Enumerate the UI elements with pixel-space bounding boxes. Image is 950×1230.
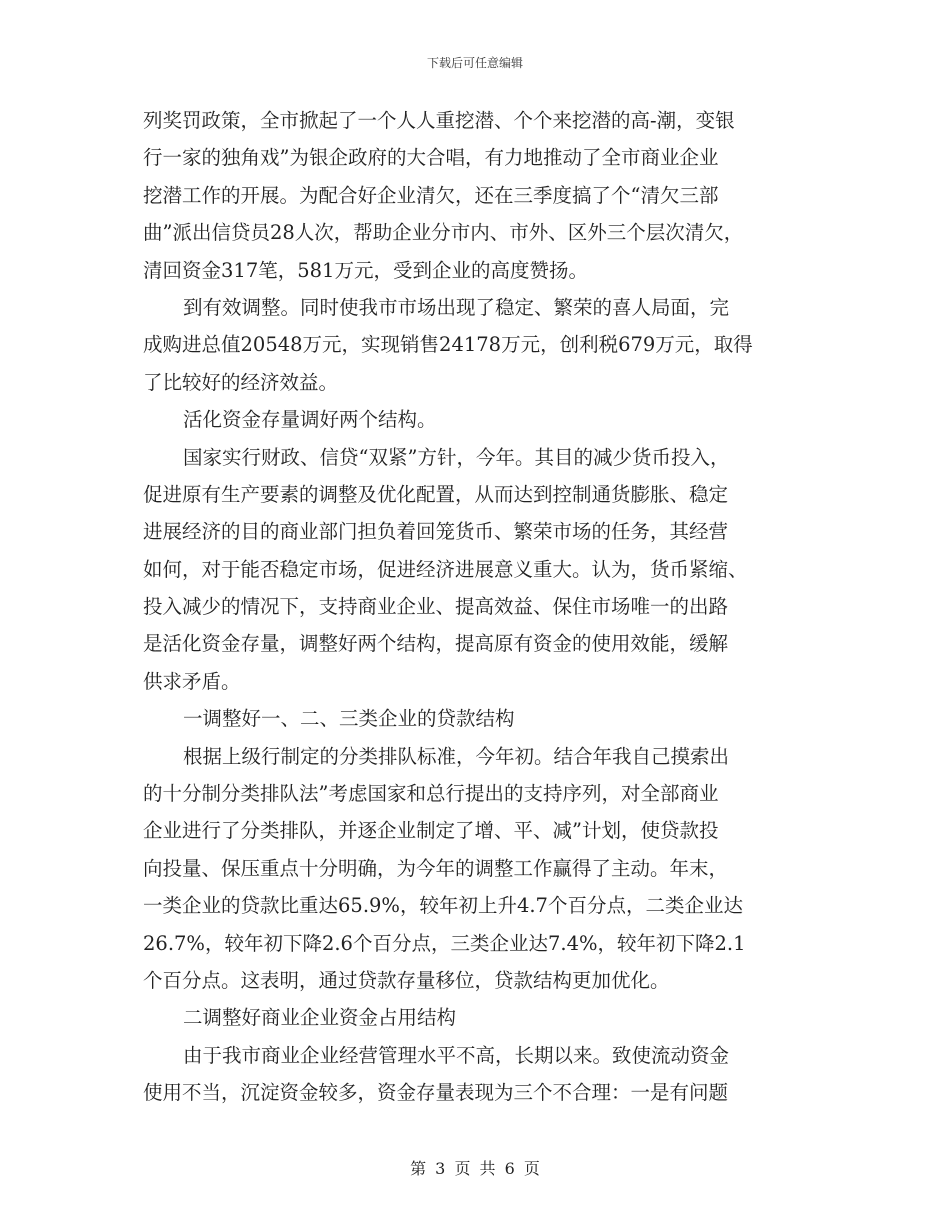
- document-body: [143, 102, 808, 1112]
- text-line: 投入减少的情况下，支持商业企业、提高效益、保住市场唯一的出路: [143, 595, 729, 619]
- text-line: 挖潜工作的开展。为配合好企业清欠，还在三季度搞了个“清欠三部: [143, 183, 719, 207]
- text-line: 如何，对于能否稳定市场，促进经济进展意义重大。认为，货币紧缩、: [143, 557, 748, 581]
- text-line: 企业进行了分类排队，并逐企业制定了增、平、减”计划，使贷款投: [143, 819, 719, 843]
- text-line: 清回资金317笔，581万元，受到企业的高度赞扬。: [143, 258, 588, 282]
- page-footer: 第 3 页 共 6 页: [410, 1159, 540, 1178]
- text-line: 促进原有生产要素的调整及优化配置，从而达到控制通货膨胀、稳定: [143, 482, 729, 506]
- text-line: 的十分制分类排队法”考虑国家和总行提出的支持序列，对全部商业: [143, 782, 719, 806]
- text-line: 由于我市商业企业经营管理水平不高，长期以来。致使流动资金: [183, 1043, 730, 1067]
- text-line: 曲”派出信贷员28人次，帮助企业分市内、市外、区外三个层次清欠，: [143, 221, 744, 245]
- page-header: 下载后可任意编辑: [426, 56, 523, 70]
- text-line: 一调整好一、二、三类企业的贷款结构: [183, 707, 515, 731]
- text-line: 了比较好的经济效益。: [143, 370, 339, 394]
- text-line: 行一家的独角戏”为银企政府的大合唱，有力地推动了全市商业企业: [143, 146, 719, 170]
- text-line: 成购进总值20548万元，实现销售24178万元，创利税679万元，取得: [143, 333, 753, 357]
- text-line: 一类企业的贷款比重达65.9%，较年初上升4.7个百分点，二类企业达: [143, 894, 743, 918]
- text-line: 活化资金存量调好两个结构。: [183, 408, 437, 432]
- text-line: 供求矛盾。: [143, 669, 241, 693]
- text-line: 二调整好商业企业资金占用结构: [183, 1006, 457, 1030]
- text-line: 到有效调整。同时使我市市场出现了稳定、繁荣的喜人局面，完: [183, 295, 730, 319]
- text-line: 是活化资金存量，调整好两个结构，提高原有资金的使用效能，缓解: [143, 632, 729, 656]
- text-line: 国家实行财政、信贷“双紧”方针，今年。其目的减少货币投入，: [183, 445, 730, 469]
- text-line: 26.7%，较年初下降2.6个百分点，三类企业达7.4%，较年初下降2.1: [143, 931, 746, 955]
- text-line: 使用不当，沉淀资金较多，资金存量表现为三个不合理：一是有问题: [143, 1081, 729, 1105]
- text-line: 个百分点。这表明，通过贷款存量移位，贷款结构更加优化。: [143, 968, 670, 992]
- text-line: 进展经济的目的商业部门担负着回笼货币、繁荣市场的任务，其经营: [143, 520, 729, 544]
- text-line: 向投量、保压重点十分明确，为今年的调整工作赢得了主动。年末，: [143, 856, 729, 880]
- text-line: 根据上级行制定的分类排队标准，今年初。结合年我自己摸索出: [183, 744, 730, 768]
- text-line: 列奖罚政策，全市掀起了一个人人重挖潜、个个来挖潜的高-潮，变银: [143, 109, 735, 132]
